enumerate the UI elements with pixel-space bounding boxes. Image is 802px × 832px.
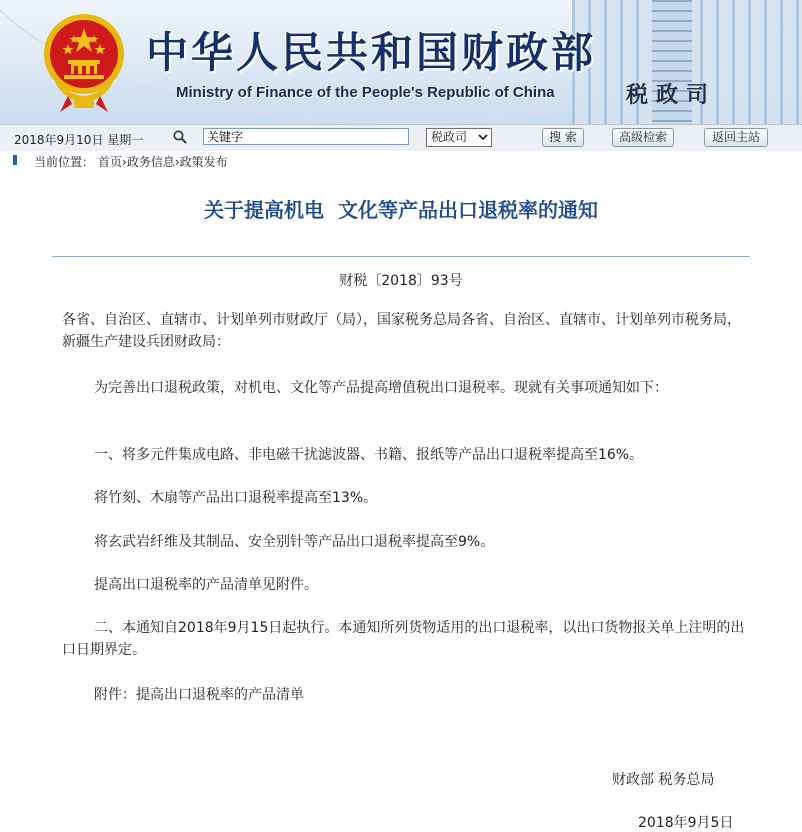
breadcrumb-marker-icon <box>13 155 17 165</box>
return-home-button[interactable]: 返回主站 <box>704 128 768 147</box>
article-point-1d: 提高出口退税率的产品清单见附件。 <box>94 577 318 593</box>
search-icon <box>172 129 188 145</box>
breadcrumb-separator: › <box>122 155 127 169</box>
title-divider <box>52 256 750 257</box>
article-signatories: 财政部 税务总局 <box>612 772 715 788</box>
breadcrumb-path <box>98 153 228 170</box>
article-title: 关于提高机电 文化等产品出口退税率的通知 <box>204 198 598 222</box>
breadcrumb-label: 当前位置： <box>34 155 95 169</box>
article-attachment: 附件：提高出口退税率的产品清单 <box>94 687 304 703</box>
current-date: 2018年9月10日 星期一 <box>14 133 144 147</box>
article-point-1c: 将玄武岩纤维及其制品、安全别针等产品出口退税率提高至9%。 <box>94 534 495 550</box>
search-toolbar <box>0 124 802 152</box>
site-title: 中华人民共和国财政部 <box>146 28 597 77</box>
article-point-2: 二、本通知自2018年9月15日起执行。本通知所列货物适用的出口退税率，以出口货物报关单上注明的出口日期界定。 <box>62 620 745 658</box>
site-title-english: Ministry of Finance of the People's Republic of China <box>176 84 555 101</box>
article-point-1b: 将竹刻、木扇等产品出口退税率提高至13%。 <box>94 490 378 506</box>
department-select[interactable] <box>426 128 492 147</box>
search-button[interactable]: 搜 索 <box>542 128 584 147</box>
article-point-1: 一、将多元件集成电路、非电磁干扰滤波器、书籍、报纸等产品出口退税率提高至16%。 <box>94 447 644 463</box>
breadcrumb-separator: › <box>174 155 180 169</box>
site-banner <box>0 0 802 124</box>
department-name: 税政司 <box>626 83 717 108</box>
breadcrumb-policy-link[interactable]: 政策发布 <box>179 155 228 169</box>
breadcrumb-home-link[interactable]: 首页 <box>98 155 123 169</box>
breadcrumb-gov-info-link[interactable]: 政务信息 <box>126 155 175 169</box>
search-input[interactable] <box>203 128 409 145</box>
breadcrumb <box>0 151 802 170</box>
article-intro: 为完善出口退税政策，对机电、文化等产品提高增值税出口退税率。现就有关事项通知如下： <box>94 380 668 396</box>
document-number: 财税〔2018〕93号 <box>339 273 463 289</box>
article-addressees: 各省、自治区、直辖市、计划单列市财政厅（局），国家税务总局各省、自治区、直辖市、计划单列市税务局，新疆生产建设兵团财政局： <box>62 312 741 350</box>
department-select-value: 税政司 <box>431 130 468 144</box>
advanced-search-button[interactable]: 高级检索 <box>612 128 674 147</box>
chevron-down-icon <box>478 132 488 142</box>
article-date: 2018年9月5日 <box>638 815 734 831</box>
national-emblem-icon <box>38 8 130 114</box>
